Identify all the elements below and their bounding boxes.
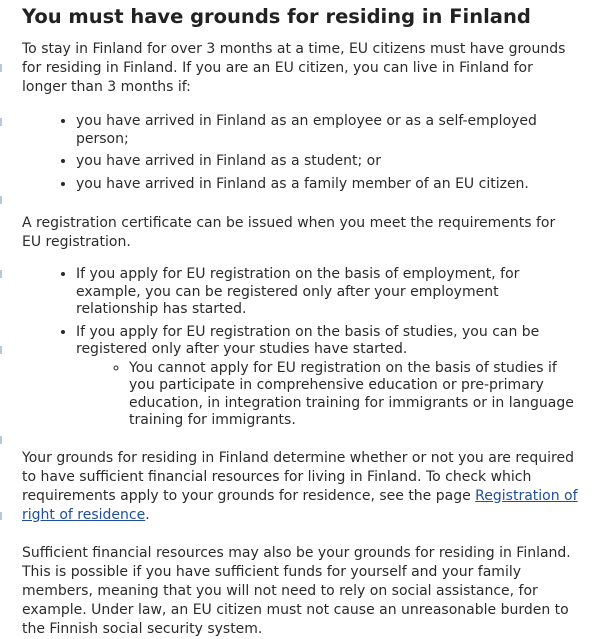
list-item: • you have arrived in Finland as a family member of an EU citizen. [76,176,578,194]
list-item: • you have arrived in Finland as an employee or as a self-employed person; [76,113,578,148]
conditions-list [22,113,578,193]
registration-paragraph: A registration certificate can be issued when you meet the requirements for EU registration. [22,215,556,250]
list-item-text: If you apply for EU registration on the basis of studies, you can be registered only after your studies have started. [76,323,540,357]
registration-of-right-of-residence-link[interactable]: Registration of right of residence [22,487,578,523]
sub-list-item: ◦ You cannot apply for EU registration on the basis of studies if you participate in comprehensive education or pre-primary education, in integration training for immigrants or in language training for immigrants. [129,360,578,430]
section-heading: You must have grounds for residing in Finland [22,5,531,28]
grounds-text: Your grounds for residing in Finland determine whether or not you are required to have sufficient financial resources for living in Finland. To check which requirements apply to your grounds for residence, see the page [22,449,575,504]
registration-sublist [76,360,578,430]
list-item: • If you apply for EU registration on the basis of employment, for example, you can be registered only after your employment relationship has started. [76,266,578,319]
article-content [22,4,578,639]
list-item [76,324,578,430]
list-item: • you have arrived in Finland as a student; or [76,153,578,171]
registration-list [22,266,578,430]
financial-resources-paragraph: Sufficient financial resources may also be your grounds for residing in Finland. This is possible if you have sufficient funds for yourself and your family members, meaning that you will not need to rely on social assistance, for example. Under law, an EU citizen must not cause an unreasonable burden to the Finnish social security system. [22,544,571,637]
grounds-text-end: . [145,506,150,523]
left-edge-marks [0,0,3,573]
intro-paragraph: To stay in Finland for over 3 months at a time, EU citizens must have grounds for residing in Finland. If you are an EU citizen, you can live in Finland for longer than 3 months if: [22,41,566,95]
grounds-paragraph [22,449,578,525]
